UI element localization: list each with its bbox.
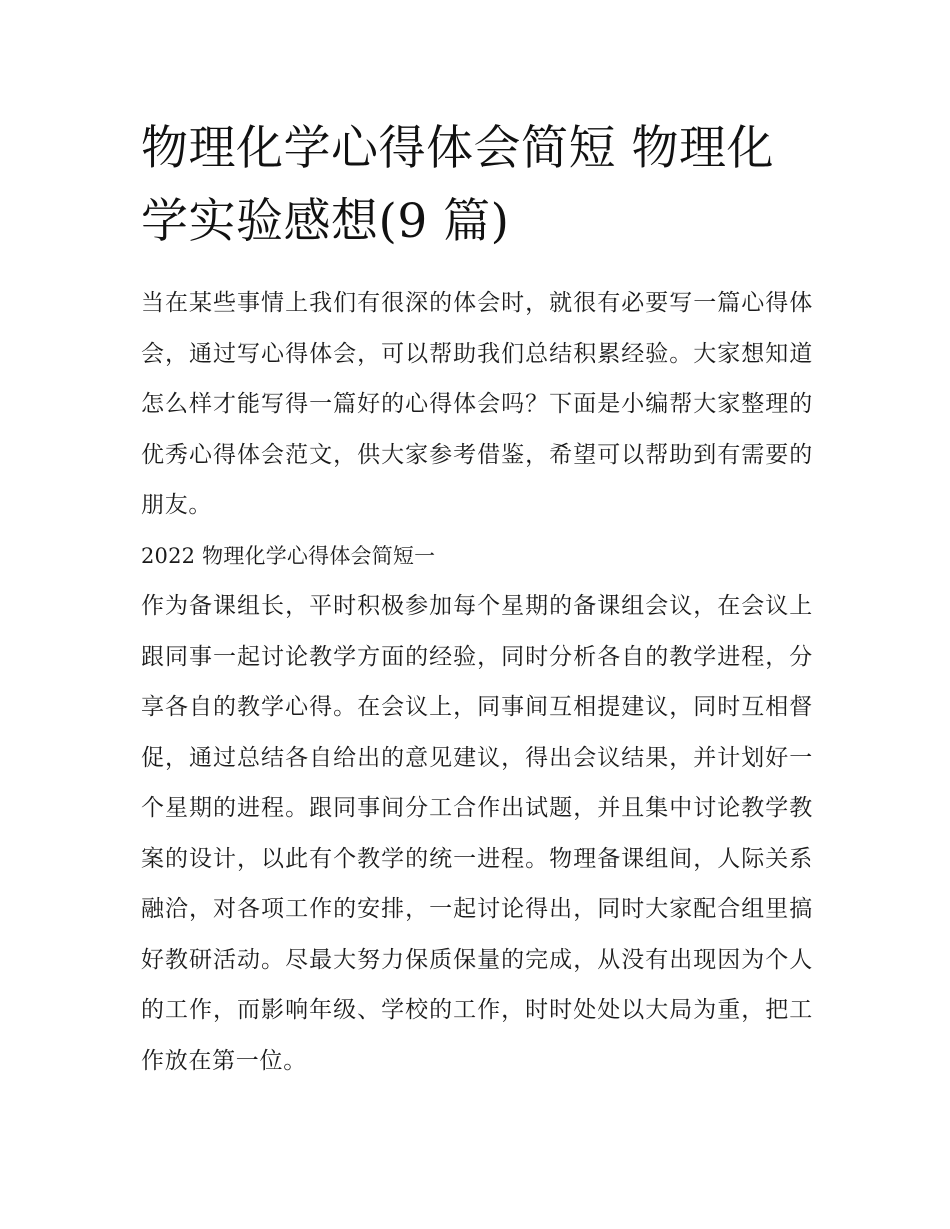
section-body-paragraph: 作为备课组长，平时积极参加每个星期的备课组会议，在会议上跟同事一起讨论教学方面的经验，同时分析各自的教学进程，分享各自的教学心得。在会议上，同事间互相提建议，同时互相督促，通过总结各自给出的意见建议，得出会议结果，并计划好一个星期的进程。跟同事间分工合作出试题，并且集中讨论教学教案的设计，以此有个教学的统一进程。物理备课组间，人际关系融洽，对各项工作的安排，一起讨论得出，同时大家配合组里搞好教研活动。尽最大努力保质保量的完成，从没有出现因为个人的工作，而影响年级、学校的工作，时时处处以大局为重，把工作放在第一位。 <box>141 593 813 1074</box>
section-heading: 2022 物理化学心得体会简短一 <box>141 543 436 568</box>
document-content <box>141 112 813 1086</box>
title-spacer <box>141 258 813 278</box>
intro-paragraph: 当在某些事情上我们有很深的体会时，就很有必要写一篇心得体会，通过写心得体会，可以帮助我们总结积累经验。大家想知道怎么样才能写得一篇好的心得体会吗？下面是小编帮大家整理的优秀心得体会范文，供大家参考借鉴，希望可以帮助到有需要的朋友。 <box>141 290 813 518</box>
document-title: 物理化学心得体会简短 物理化学实验感想(9 篇) <box>141 121 774 249</box>
